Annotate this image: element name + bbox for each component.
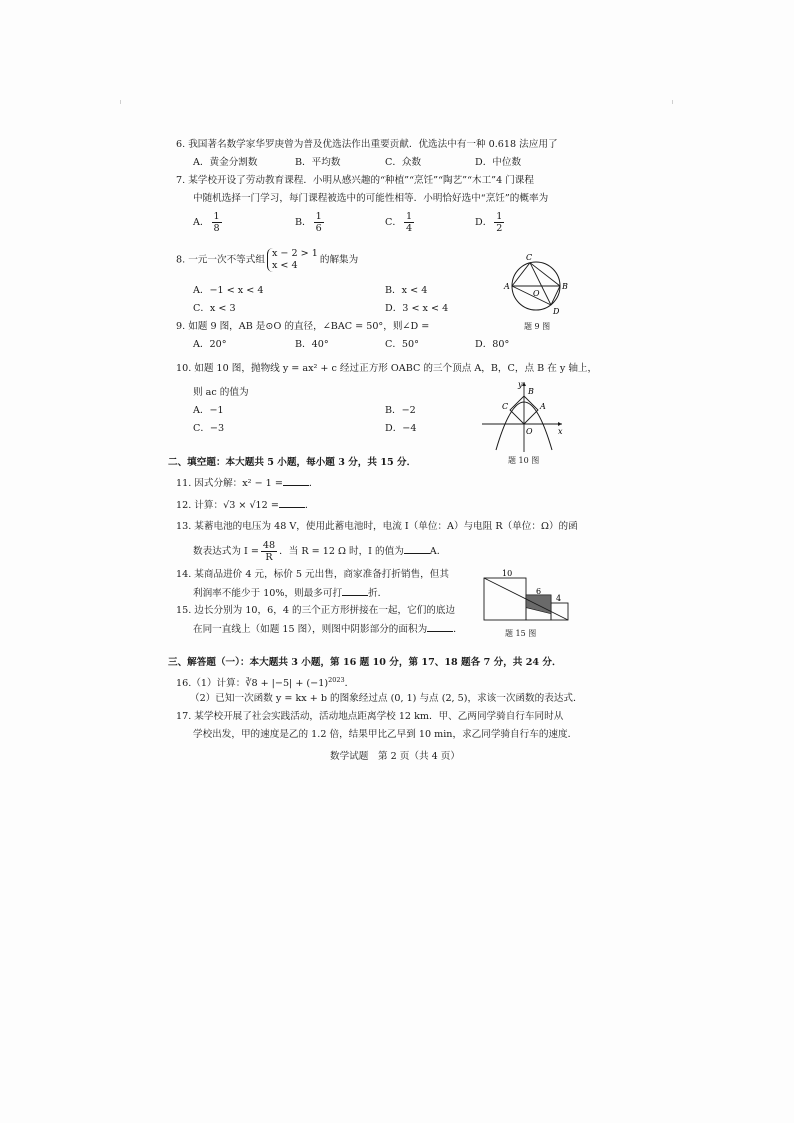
q9-option-a: A．20° xyxy=(193,339,227,350)
q8-option-d: D．3 < x < 4 xyxy=(385,303,449,314)
scan-mark xyxy=(120,100,121,104)
q10-option-b: B．−2 xyxy=(385,405,416,416)
inequality-system: x − 2 > 1 x < 4 xyxy=(267,248,318,272)
q6-option-c: C．众数 xyxy=(385,157,422,168)
q7-option-a: A． $\frac{1}{8}$ xyxy=(193,211,220,234)
section-2-heading: 二、填空题：本大题共 5 小题，每小题 3 分，共 15 分． xyxy=(168,457,417,468)
fig9-label-o: O xyxy=(533,289,540,298)
q8-option-a: A．−1 < x < 4 xyxy=(193,285,264,296)
page-footer: 数学试题 第 2 页（共 4 页） xyxy=(330,751,460,762)
q14-line2: 利润率不能少于 10%，则最多可打 折． xyxy=(193,588,388,599)
q9-stem: 9. 如题 9 图，AB 是⊙O 的直径，∠BAC = 50°，则∠D = xyxy=(176,321,430,332)
q9-option-b: B．40° xyxy=(295,339,329,350)
fig9-label-a: A xyxy=(504,282,510,291)
fig15-label-6: 6 xyxy=(536,587,542,596)
fig9-label-c: C xyxy=(526,254,533,262)
answer-blank xyxy=(427,622,453,632)
fig10-label-x: x xyxy=(558,427,563,436)
fig10-label-a: A xyxy=(540,402,546,411)
q7-option-d: D． $\frac{1}{2}$ xyxy=(475,211,503,234)
q14-line1: 14. 某商品进价 4 元，标价 5 元出售，商家准备打折销售，但其 xyxy=(176,569,449,580)
q17-line1: 17. 某学校开展了社会实践活动，活动地点距离学校 12 km．甲、乙两同学骑自行车同时从 xyxy=(176,711,564,722)
fig10-label-c: C xyxy=(502,402,509,411)
q8-option-c: C．x < 3 xyxy=(193,303,236,314)
answer-blank xyxy=(279,498,305,508)
q10-option-a: A．−1 xyxy=(193,405,224,416)
q7-line1: 7. 某学校开设了劳动教育课程．小明从感兴趣的“种植”“烹饪”“陶艺”“木工”4 门课程 xyxy=(176,175,534,186)
section-3-heading: 三、解答题（一）：本大题共 3 小题，第 16 题 10 分，第 17、18 题各 7 分，共 24 分． xyxy=(168,657,562,668)
q12: 12. 计算：√3 × √12 = ． xyxy=(176,500,315,511)
q15-line1: 15. 边长分别为 10，6，4 的三个正方形拼接在一起，它们的底边 xyxy=(176,605,456,616)
q10-line2: 则 ac 的值为 xyxy=(193,387,249,398)
q13-line2: 数表达式为 I = $\frac{48}{R}$ ．当 R = 12 Ω 时，I 的值为 A． xyxy=(193,540,447,563)
q6-stem: 6. 我国著名数学家华罗庚曾为普及优选法作出重要贡献．优选法中有一种 0.618 法应用了 xyxy=(176,139,558,150)
answer-blank xyxy=(283,476,309,486)
answer-blank xyxy=(404,544,430,554)
figure-9-caption: 题 9 图 xyxy=(524,322,551,331)
scan-mark xyxy=(672,100,673,104)
q9-option-d: D．80° xyxy=(475,339,510,350)
q7-option-b: B． $\frac{1}{6}$ xyxy=(295,211,322,234)
figure-15-squares xyxy=(482,566,574,622)
figure-9-circle xyxy=(498,254,578,320)
fig10-label-o: O xyxy=(526,427,533,436)
q10-option-d: D．−4 xyxy=(385,423,417,434)
q7-line2: 中随机选择一门学习，每门课程被选中的可能性相等．小明恰好选中“烹饪”的概率为 xyxy=(193,193,549,204)
figure-10-parabola xyxy=(478,378,568,454)
q10-option-c: C．−3 xyxy=(193,423,225,434)
q6-option-b: B．平均数 xyxy=(295,157,341,168)
q15-line2: 在同一直线上（如题 15 图），则图中阴影部分的面积为 ． xyxy=(193,624,463,635)
fig15-label-4: 4 xyxy=(556,594,562,603)
q6-option-d: D．中位数 xyxy=(475,157,522,168)
fig9-label-d: D xyxy=(553,307,560,316)
q8-option-b: B．x < 4 xyxy=(385,285,428,296)
figure-10-caption: 题 10 图 xyxy=(508,456,540,465)
q16-part2: （2）已知一次函数 y = kx + b 的图象经过点 (0, 1) 与点 (2, 5)，求该一次函数的表达式． xyxy=(190,693,583,704)
q17-line2: 学校出发，甲的速度是乙的 1.2 倍，结果甲比乙早到 10 min，求乙同学骑自行车的速度． xyxy=(193,729,578,740)
q9-option-c: C．50° xyxy=(385,339,419,350)
figure-15-caption: 题 15 图 xyxy=(505,629,537,638)
fig10-label-b: B xyxy=(528,387,534,396)
q10-line1: 10. 如题 10 图，抛物线 y = ax² + c 经过正方形 OABC 的三个顶点 A，B，C，点 B 在 y 轴上， xyxy=(176,363,598,374)
q13-line1: 13. 某蓄电池的电压为 48 V，使用此蓄电池时，电流 I（单位：A）与电阻 R（单位：Ω）的函 xyxy=(176,521,578,532)
q16-part1: 16.（1）计算：∛8 + $|-5| + (-1)^{2023}$． xyxy=(176,676,355,690)
fig10-label-y: y xyxy=(518,380,523,389)
answer-blank xyxy=(342,586,368,596)
q11: 11. 因式分解：x² − 1 = ． xyxy=(176,478,319,489)
fig9-label-b: B xyxy=(562,282,568,291)
fig15-label-10: 10 xyxy=(502,569,513,578)
q7-option-c: C． $\frac{1}{4}$ xyxy=(385,211,413,234)
q6-option-a: A．黄金分割数 xyxy=(193,157,258,168)
q8-stem: 8. 一元一次不等式组 x − 2 > 1 x < 4 的解集为 xyxy=(176,248,359,271)
